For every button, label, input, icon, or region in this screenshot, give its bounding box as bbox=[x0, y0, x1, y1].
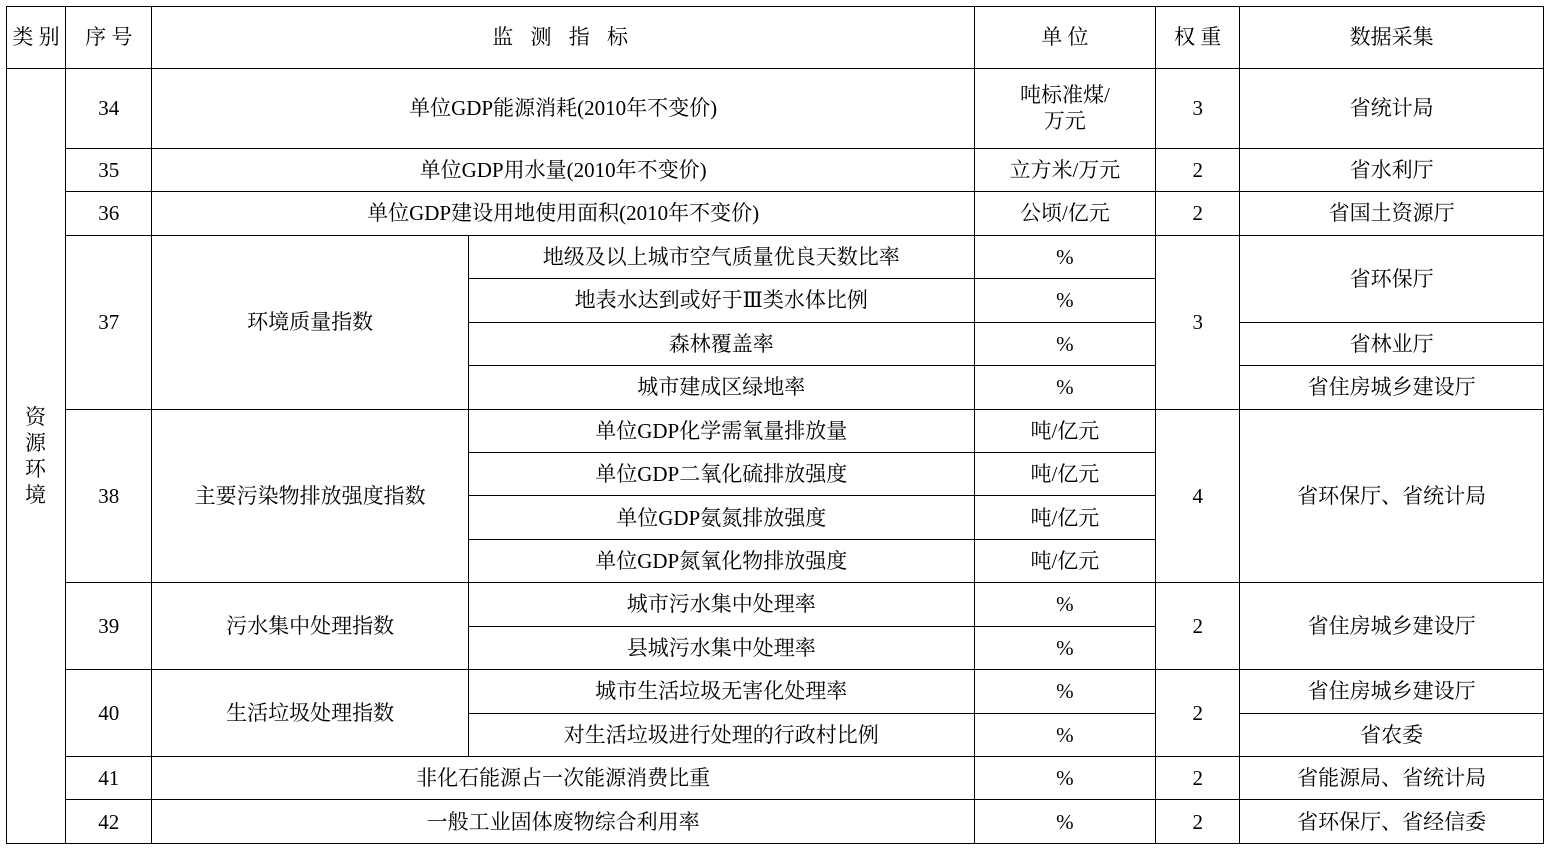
row-number: 42 bbox=[66, 800, 152, 844]
row-subindicator: 地表水达到或好于Ⅲ类水体比例 bbox=[468, 279, 974, 322]
category-char-2: 源 bbox=[25, 430, 48, 455]
table-row bbox=[7, 69, 1544, 149]
row-unit: 吨/亿元 bbox=[974, 452, 1155, 495]
row-source: 省环保厅 bbox=[1240, 235, 1544, 322]
table-row bbox=[7, 583, 1544, 626]
row-indicator: 单位GDP能源消耗(2010年不变价) bbox=[152, 69, 974, 149]
row-source: 省住房城乡建设厅 bbox=[1240, 366, 1544, 409]
row-source: 省农委 bbox=[1240, 713, 1544, 756]
row-subindicator: 单位GDP氨氮排放强度 bbox=[468, 496, 974, 539]
row-source: 省环保厅、省经信委 bbox=[1240, 800, 1544, 844]
table-header-row bbox=[7, 7, 1544, 69]
row-weight: 3 bbox=[1156, 69, 1240, 149]
row-subindicator: 单位GDP化学需氧量排放量 bbox=[468, 409, 974, 452]
row-number: 41 bbox=[66, 757, 152, 800]
row-indicator: 生活垃圾处理指数 bbox=[152, 670, 468, 757]
row-weight: 2 bbox=[1156, 757, 1240, 800]
indicator-table bbox=[6, 6, 1544, 844]
row-unit-line-1: 吨标准煤/ bbox=[1019, 83, 1110, 108]
table-row bbox=[7, 235, 1544, 278]
row-weight: 4 bbox=[1156, 409, 1240, 583]
row-subindicator: 城市建成区绿地率 bbox=[468, 366, 974, 409]
row-subindicator: 县城污水集中处理率 bbox=[468, 626, 974, 669]
row-source: 省住房城乡建设厅 bbox=[1240, 670, 1544, 713]
row-indicator: 单位GDP用水量(2010年不变价) bbox=[152, 148, 974, 191]
row-weight: 2 bbox=[1156, 670, 1240, 757]
row-source: 省住房城乡建设厅 bbox=[1240, 583, 1544, 670]
row-unit: 立方米/万元 bbox=[974, 148, 1155, 191]
row-number: 36 bbox=[66, 192, 152, 235]
category-char-4: 境 bbox=[25, 483, 48, 508]
header-category: 类 别 bbox=[7, 7, 66, 69]
table-row bbox=[7, 800, 1544, 844]
row-unit: % bbox=[974, 235, 1155, 278]
row-unit: % bbox=[974, 279, 1155, 322]
category-char-1: 资 bbox=[25, 404, 48, 429]
header-seq: 序 号 bbox=[66, 7, 152, 69]
row-unit: % bbox=[974, 757, 1155, 800]
header-indicator: 监 测 指 标 bbox=[152, 7, 974, 69]
row-number: 39 bbox=[66, 583, 152, 670]
table-row bbox=[7, 192, 1544, 235]
row-source: 省水利厅 bbox=[1240, 148, 1544, 191]
row-number: 34 bbox=[66, 69, 152, 149]
row-unit: % bbox=[974, 670, 1155, 713]
row-weight: 3 bbox=[1156, 235, 1240, 409]
category-cell bbox=[7, 69, 66, 844]
row-unit: % bbox=[974, 366, 1155, 409]
row-source: 省统计局 bbox=[1240, 69, 1544, 149]
row-indicator: 单位GDP建设用地使用面积(2010年不变价) bbox=[152, 192, 974, 235]
row-indicator: 主要污染物排放强度指数 bbox=[152, 409, 468, 583]
table-row bbox=[7, 757, 1544, 800]
row-subindicator: 地级及以上城市空气质量优良天数比率 bbox=[468, 235, 974, 278]
category-char-3: 环 bbox=[25, 457, 48, 481]
row-unit: 公顷/亿元 bbox=[974, 192, 1155, 235]
row-unit: % bbox=[974, 800, 1155, 844]
row-unit: % bbox=[974, 583, 1155, 626]
row-subindicator: 城市污水集中处理率 bbox=[468, 583, 974, 626]
row-indicator: 污水集中处理指数 bbox=[152, 583, 468, 670]
row-unit: 吨/亿元 bbox=[974, 496, 1155, 539]
row-weight: 2 bbox=[1156, 148, 1240, 191]
row-indicator: 一般工业固体废物综合利用率 bbox=[152, 800, 974, 844]
row-indicator: 非化石能源占一次能源消费比重 bbox=[152, 757, 974, 800]
row-indicator: 环境质量指数 bbox=[152, 235, 468, 409]
row-subindicator: 对生活垃圾进行处理的行政村比例 bbox=[468, 713, 974, 756]
row-source: 省能源局、省统计局 bbox=[1240, 757, 1544, 800]
row-weight: 2 bbox=[1156, 192, 1240, 235]
row-subindicator: 单位GDP氮氧化物排放强度 bbox=[468, 539, 974, 582]
table-row bbox=[7, 670, 1544, 713]
row-unit bbox=[974, 69, 1155, 149]
row-unit: 吨/亿元 bbox=[974, 539, 1155, 582]
table-row bbox=[7, 409, 1544, 452]
row-unit: % bbox=[974, 713, 1155, 756]
header-source: 数据采集 bbox=[1240, 7, 1544, 69]
row-weight: 2 bbox=[1156, 583, 1240, 670]
row-source: 省国土资源厅 bbox=[1240, 192, 1544, 235]
row-number: 37 bbox=[66, 235, 152, 409]
header-unit: 单 位 bbox=[974, 7, 1155, 69]
row-number: 35 bbox=[66, 148, 152, 191]
table-row bbox=[7, 148, 1544, 191]
row-source: 省林业厅 bbox=[1240, 322, 1544, 365]
row-number: 38 bbox=[66, 409, 152, 583]
row-unit: % bbox=[974, 322, 1155, 365]
row-unit: % bbox=[974, 626, 1155, 669]
row-subindicator: 森林覆盖率 bbox=[468, 322, 974, 365]
row-number: 40 bbox=[66, 670, 152, 757]
row-unit: 吨/亿元 bbox=[974, 409, 1155, 452]
row-subindicator: 单位GDP二氧化硫排放强度 bbox=[468, 452, 974, 495]
row-subindicator: 城市生活垃圾无害化处理率 bbox=[468, 670, 974, 713]
row-weight: 2 bbox=[1156, 800, 1240, 844]
row-unit-line-2: 万元 bbox=[1043, 109, 1086, 134]
row-source: 省环保厅、省统计局 bbox=[1240, 409, 1544, 583]
header-weight: 权 重 bbox=[1156, 7, 1240, 69]
